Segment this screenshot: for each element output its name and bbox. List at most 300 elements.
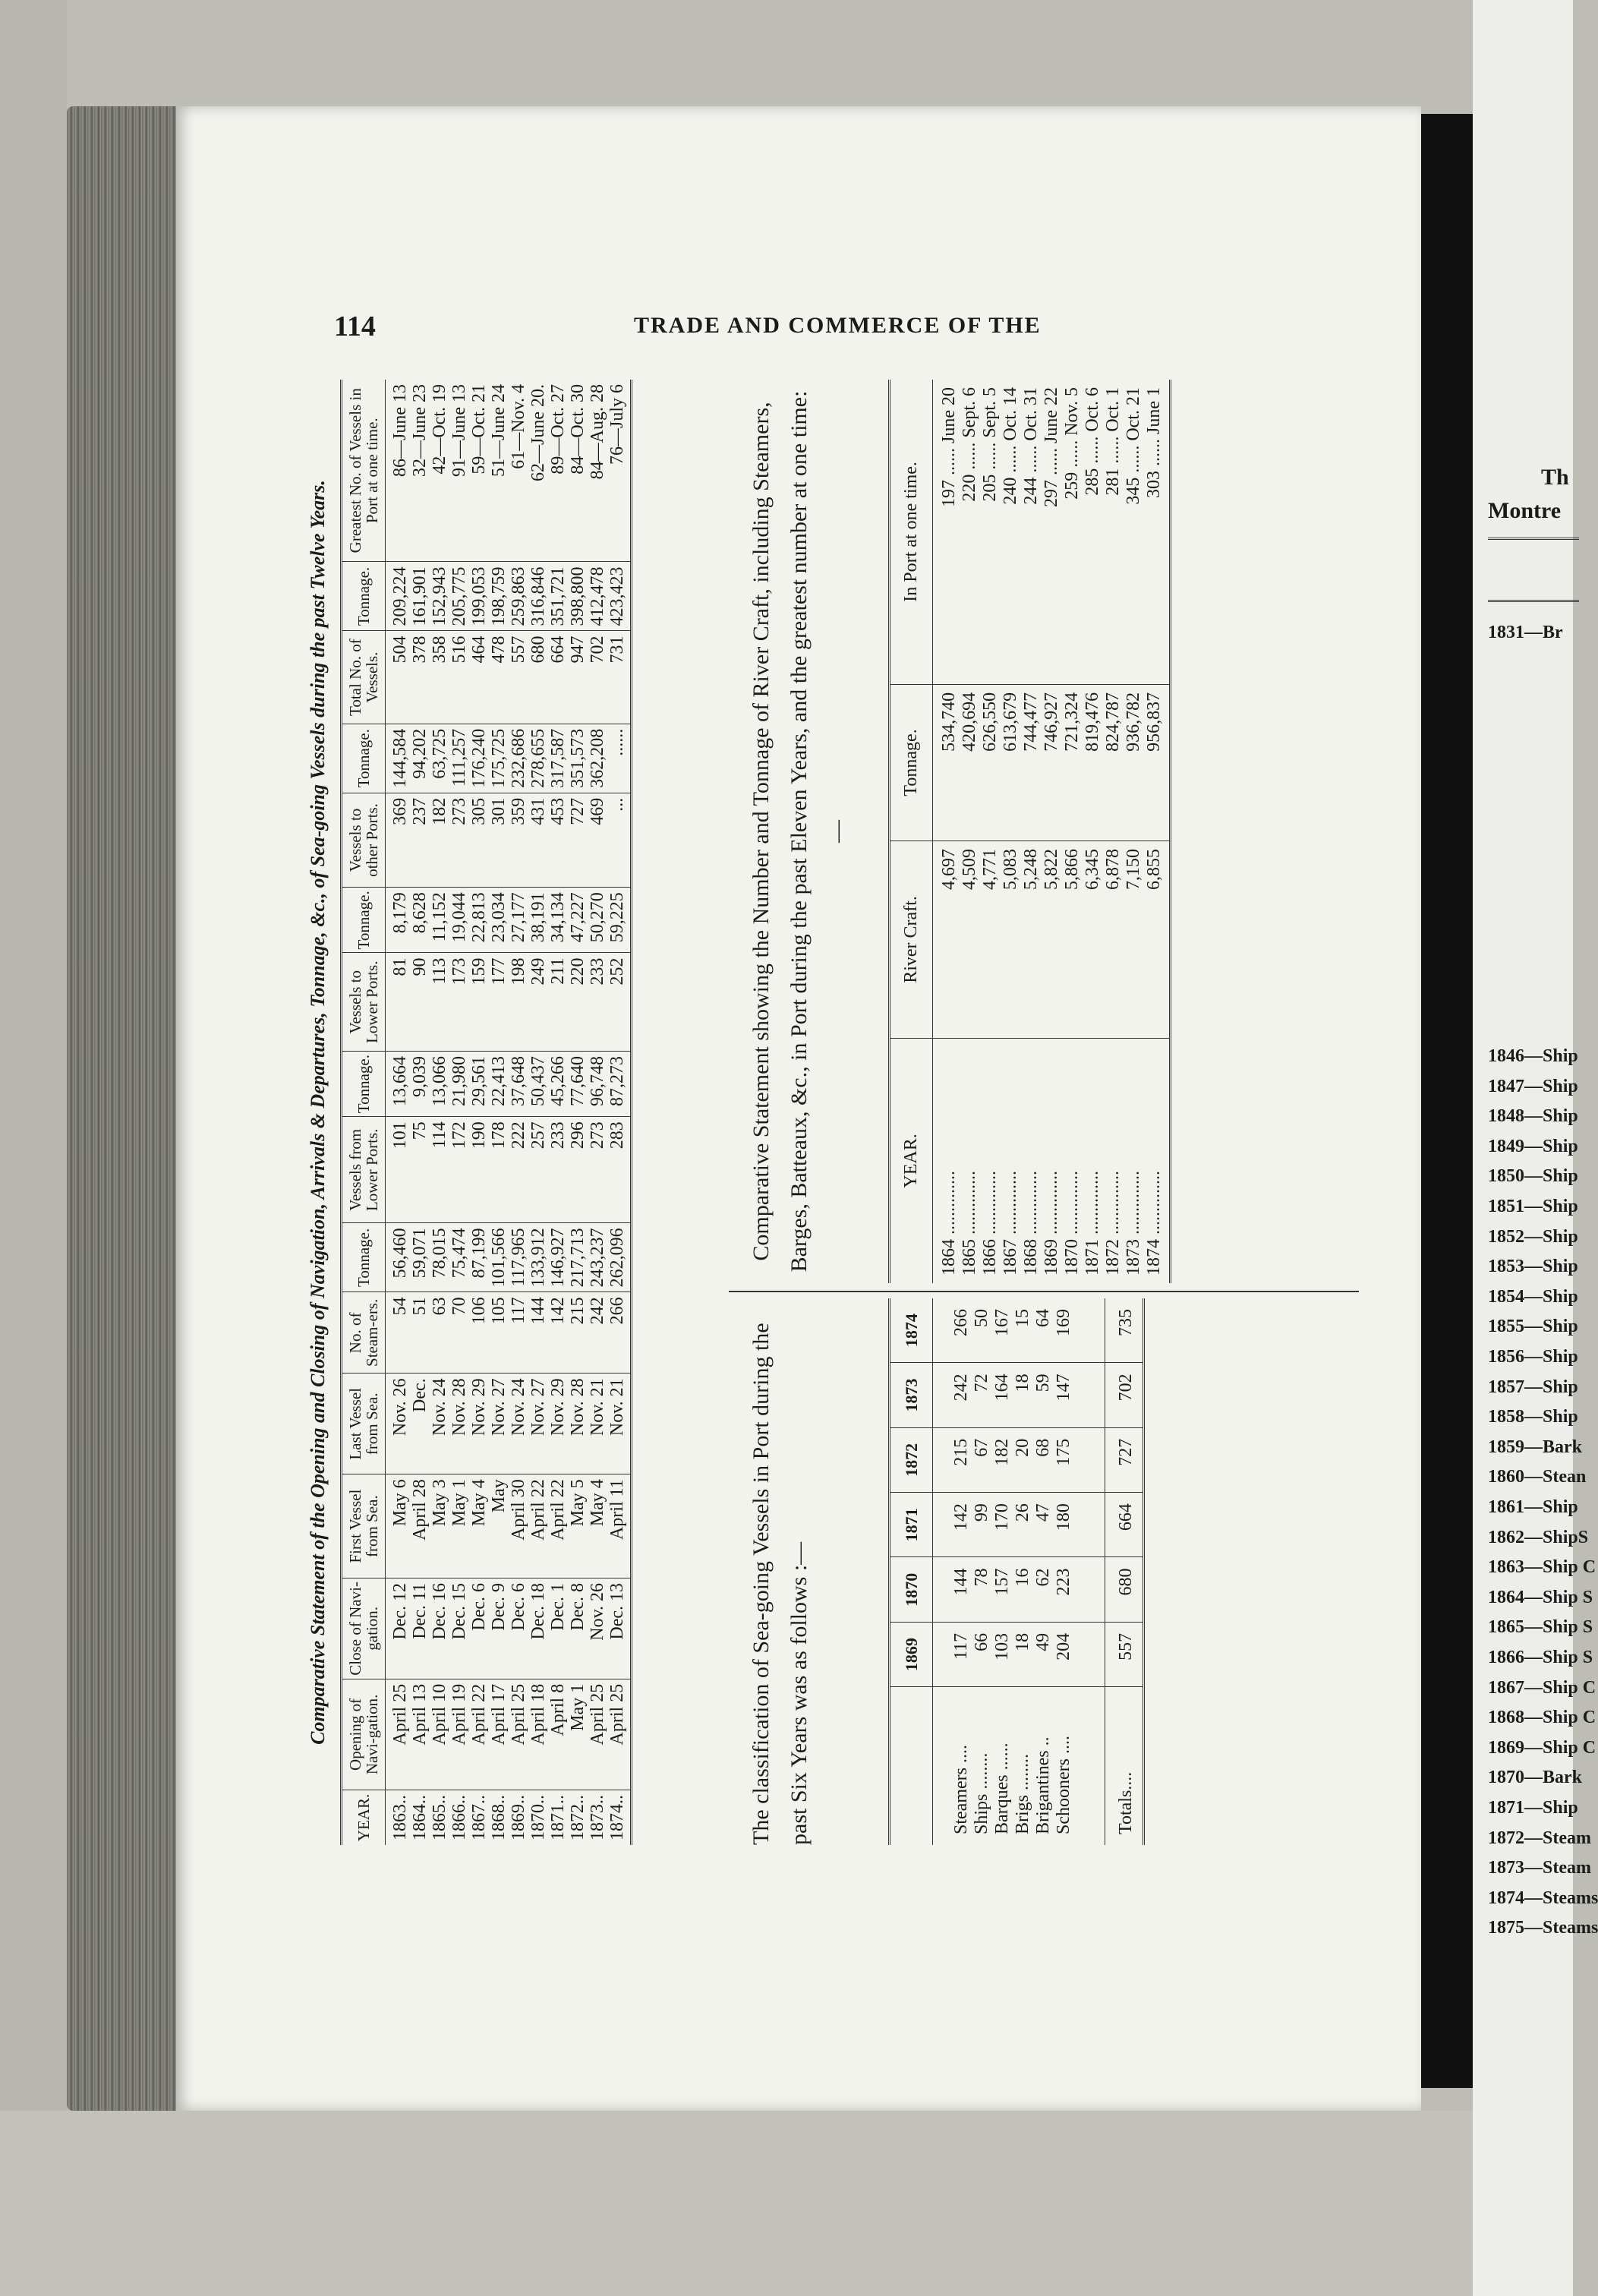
table2-row xyxy=(1001,380,1021,1283)
scan-background-bottom xyxy=(0,2111,1473,2296)
table1-header: Tonnage. xyxy=(342,562,386,631)
table1-cell: Nov. 29 xyxy=(469,1374,489,1474)
table2-cell: 1864 .............. xyxy=(939,1171,959,1276)
table1-cell: 21,980 xyxy=(449,1052,469,1117)
table1-cell: 146,927 xyxy=(548,1223,568,1292)
table1-cell: 173 xyxy=(449,953,469,1052)
table1-cell: 190 xyxy=(469,1117,489,1223)
table3-cell: Schooners .... xyxy=(1054,1687,1105,1845)
table3-cell: Brigantines .. xyxy=(1033,1736,1053,1834)
table1-cell: 296 xyxy=(568,1117,588,1223)
table2-cell: 1865 .............. xyxy=(960,1171,979,1276)
table3-cell: 182 xyxy=(992,1427,1013,1492)
table1-cell: 37,648 xyxy=(509,1052,528,1117)
table2-cell: 1873 .............. xyxy=(1124,1171,1143,1276)
table2-cell: 281 ...... Oct. 1 xyxy=(1103,380,1124,684)
facing-list-entry: 1874—Steams xyxy=(1488,1888,1598,1908)
table1-row xyxy=(509,380,528,1845)
table1-cell: May 4 xyxy=(469,1474,489,1578)
table3-cell: Barques ...... xyxy=(992,1742,1012,1834)
table3-row xyxy=(1033,1298,1054,1845)
table1-cell: 8,179 xyxy=(386,888,411,953)
table1-cell: Dec. 18 xyxy=(528,1578,548,1679)
facing-list-entry: 1873—Steam xyxy=(1488,1858,1591,1878)
table2-cell: 956,837 xyxy=(1144,684,1171,840)
table2-cell: 345 ...... Oct. 21 xyxy=(1124,380,1144,684)
facing-list-entry: 1849—Ship xyxy=(1488,1136,1578,1156)
table1-cell: 77,640 xyxy=(568,1052,588,1117)
table2-cell: 420,694 xyxy=(960,684,980,840)
facing-list-entry: 1865—Ship S xyxy=(1488,1617,1593,1638)
table1-cell: 117 xyxy=(509,1292,528,1374)
table1-cell: 1867.. xyxy=(469,1795,489,1840)
table1-cell: 63,725 xyxy=(430,724,449,793)
table1-header: Tonnage. xyxy=(342,1223,386,1292)
page-number: 114 xyxy=(334,311,376,342)
table2-cell: 6,878 xyxy=(1103,841,1124,1039)
table1-cell: 198 xyxy=(509,953,528,1052)
facing-list-entry: 1855—Ship xyxy=(1488,1317,1578,1337)
table1-cell: 51—June 24 xyxy=(489,380,509,562)
table1-cell: 13,664 xyxy=(386,1052,411,1117)
table1-cell: 273 xyxy=(449,793,469,887)
table1-cell: 431 xyxy=(528,793,548,887)
table1-cell: 378 xyxy=(410,631,430,724)
table1-cell: Nov. 27 xyxy=(489,1374,509,1474)
table3-row xyxy=(1013,1298,1033,1845)
table1-cell: 278,655 xyxy=(528,724,548,793)
table1-header: Vessels to Lower Ports. xyxy=(342,953,386,1052)
table1-cell: 70 xyxy=(449,1292,469,1374)
table2-cell: 1870 .............. xyxy=(1062,1171,1082,1276)
facing-list-entry: 1872—Steam xyxy=(1488,1828,1591,1848)
table1-header: Vessels from Lower Ports. xyxy=(342,1117,386,1223)
vessel-classification-table xyxy=(888,1298,1145,1845)
table1-cell: 96,748 xyxy=(588,1052,607,1117)
table1-cell: 101,566 xyxy=(489,1223,509,1292)
table3-total-cell: 557 xyxy=(1105,1622,1144,1686)
table3-cell: 164 xyxy=(992,1363,1013,1427)
table3-cell: 266 xyxy=(933,1298,972,1363)
table1-cell: 9,039 xyxy=(410,1052,430,1117)
book-page-edges xyxy=(67,106,181,2111)
table3-header: 1873 xyxy=(890,1363,933,1427)
book-gutter xyxy=(1421,114,1474,2088)
table1-cell: 84—Aug. 28 xyxy=(588,380,607,562)
table3-cell: 66 xyxy=(972,1622,992,1686)
table1-cell: 412,478 xyxy=(588,562,607,631)
facing-rule xyxy=(1488,538,1579,540)
table1-cell: 1864.. xyxy=(410,1795,430,1840)
table3-cell: 103 xyxy=(992,1622,1013,1686)
table1-cell: 106 xyxy=(469,1292,489,1374)
table1-cell: 731 xyxy=(607,631,632,724)
table3-cell: 215 xyxy=(933,1427,972,1492)
table1-cell: 161,901 xyxy=(410,562,430,631)
table1-cell: 75,474 xyxy=(449,1223,469,1292)
table1-cell: 29,561 xyxy=(469,1052,489,1117)
table3-row xyxy=(972,1298,992,1845)
table1-cell: 273 xyxy=(588,1117,607,1223)
facing-list-entry: 1867—Ship C xyxy=(1488,1677,1596,1698)
table2-cell: 824,787 xyxy=(1103,684,1124,840)
facing-list-entry: 1864—Ship S xyxy=(1488,1587,1593,1607)
table1-title: Comparative Statement of the Opening and Closing of Navigation, Arrivals & Departures, Tonnage, &c., of Sea-going Vessels during the past Twelve Years. xyxy=(307,480,329,1745)
facing-list-entry: 1860—Stean xyxy=(1488,1467,1587,1487)
table1-cell: 222 xyxy=(509,1117,528,1223)
table1-header: First Vessel from Sea. xyxy=(342,1474,386,1578)
table1-row xyxy=(469,380,489,1845)
facing-list-entry: 1847—Ship xyxy=(1488,1076,1578,1096)
table2-cell: 1868 .............. xyxy=(1021,1171,1041,1276)
table1-cell: 1872.. xyxy=(568,1795,588,1840)
table3-total-cell: 727 xyxy=(1105,1427,1144,1492)
table1-cell: 233 xyxy=(588,953,607,1052)
table1-cell: 178 xyxy=(489,1117,509,1223)
table1-cell: ...... xyxy=(607,724,632,793)
table2-cell: 259 ...... Nov. 5 xyxy=(1062,380,1083,684)
table3-cell: 142 xyxy=(933,1493,972,1557)
table1-cell: 233 xyxy=(548,1117,568,1223)
table1-cell: Dec. xyxy=(410,1374,430,1474)
table1-cell: 27,177 xyxy=(509,888,528,953)
table3-cell: 78 xyxy=(972,1557,992,1622)
table1-row xyxy=(607,380,632,1845)
facing-list-entry: 1858—Ship xyxy=(1488,1407,1578,1427)
table1-row xyxy=(548,380,568,1845)
facing-list-entry: 1862—ShipS xyxy=(1488,1527,1589,1547)
table1-cell: 11,152 xyxy=(430,888,449,953)
table1-cell: Dec. 6 xyxy=(469,1578,489,1679)
table3-cell: 72 xyxy=(972,1363,992,1427)
table1-cell: 105 xyxy=(489,1292,509,1374)
scan-background xyxy=(0,0,67,2296)
table2-header: Tonnage. xyxy=(890,684,933,840)
table1-cell: 209,224 xyxy=(386,562,411,631)
table1-cell: April 25 xyxy=(607,1679,632,1790)
table1-cell: 557 xyxy=(509,631,528,724)
table2-cell: 746,927 xyxy=(1042,684,1062,840)
table1-cell: 50,270 xyxy=(588,888,607,953)
table1-cell: May 5 xyxy=(568,1474,588,1578)
table1-header: No. of Steam-ers. xyxy=(342,1292,386,1374)
table2-header: River Craft. xyxy=(890,841,933,1039)
facing-list-entry: 1870—Bark xyxy=(1488,1768,1583,1788)
table1-cell: April 28 xyxy=(410,1474,430,1578)
table1-cell: 59,071 xyxy=(410,1223,430,1292)
table1-header: Close of Navi-gation. xyxy=(342,1578,386,1679)
facing-list-entry: 1859—Bark xyxy=(1488,1437,1583,1457)
table1-cell: 177 xyxy=(489,953,509,1052)
facing-list-entry: 1875—Steams xyxy=(1488,1918,1598,1938)
table1-cell: 358 xyxy=(430,631,449,724)
table1-cell: May xyxy=(489,1474,509,1578)
table1-cell: 133,912 xyxy=(528,1223,548,1292)
table3-cell: 223 xyxy=(1054,1557,1105,1622)
table1-row xyxy=(568,380,588,1845)
table3-row xyxy=(992,1298,1013,1845)
table1-cell: 42—Oct. 19 xyxy=(430,380,449,562)
table1-cell: May 1 xyxy=(568,1679,588,1790)
table1-cell: May 6 xyxy=(386,1474,411,1578)
table1-cell: 362,208 xyxy=(588,724,607,793)
facing-list-entry: 1866—Ship S xyxy=(1488,1648,1593,1667)
table1-cell: Dec. 1 xyxy=(548,1578,568,1679)
table2-cell: 721,324 xyxy=(1062,684,1083,840)
table1-cell: 47,227 xyxy=(568,888,588,953)
table1-cell: 266 xyxy=(607,1292,632,1374)
table1-cell: 32—June 23 xyxy=(410,380,430,562)
table3-header: 1871 xyxy=(890,1493,933,1557)
table1-cell: 257 xyxy=(528,1117,548,1223)
table1-cell: April 18 xyxy=(528,1679,548,1790)
table3-cell: 47 xyxy=(1033,1493,1054,1557)
table3-total-cell: 664 xyxy=(1105,1493,1144,1557)
table1-header: Vessels to other Ports. xyxy=(342,793,386,887)
table3-row xyxy=(1054,1298,1105,1845)
table3-total-cell: 735 xyxy=(1105,1298,1144,1363)
table3-cell: 68 xyxy=(1033,1427,1054,1492)
table1-cell: 259,863 xyxy=(509,562,528,631)
table1-cell: 1865.. xyxy=(430,1795,449,1840)
table2-row xyxy=(1021,380,1042,1283)
table1-cell: 215 xyxy=(568,1292,588,1374)
table1-cell: April 22 xyxy=(528,1474,548,1578)
table1-cell: April 25 xyxy=(386,1679,411,1790)
table1-cell: 8,628 xyxy=(410,888,430,953)
table2-cell: 303 ...... June 1 xyxy=(1144,380,1171,684)
table1-cell: 78,015 xyxy=(430,1223,449,1292)
table1-cell: 113 xyxy=(430,953,449,1052)
table3-header: 1874 xyxy=(890,1298,933,1363)
table1-header: Tonnage. xyxy=(342,888,386,953)
facing-list-entry: 1850—Ship xyxy=(1488,1166,1578,1187)
table1-cell: 351,573 xyxy=(568,724,588,793)
table3-cell: 67 xyxy=(972,1427,992,1492)
table1-cell: 59—Oct. 21 xyxy=(469,380,489,562)
table1-cell: April 22 xyxy=(469,1679,489,1790)
facing-list-entry: 1851—Ship xyxy=(1488,1197,1578,1216)
table1-row xyxy=(449,380,469,1845)
table1-cell: 1863.. xyxy=(390,1795,410,1840)
table2-cell: 744,477 xyxy=(1021,684,1042,840)
table2-cell: 936,782 xyxy=(1124,684,1144,840)
table3-cell: Brigs ........ xyxy=(1013,1753,1032,1834)
rotated-content xyxy=(304,380,1366,1845)
table1-cell: 19,044 xyxy=(449,888,469,953)
table1-cell: 237 xyxy=(410,793,430,887)
table1-cell: April 22 xyxy=(548,1474,568,1578)
table1-cell: 111,257 xyxy=(449,724,469,793)
table1-cell: 205,775 xyxy=(449,562,469,631)
table3-header xyxy=(890,1687,933,1845)
table3-row xyxy=(933,1298,972,1845)
table1-cell: 1873.. xyxy=(588,1795,607,1840)
table1-cell: 101 xyxy=(386,1117,411,1223)
table2-cell: 4,697 xyxy=(933,841,960,1039)
facing-list-entry: 1871—Ship xyxy=(1488,1798,1578,1818)
table1-cell: 91—June 13 xyxy=(449,380,469,562)
table1-header: Opening of Navi-gation. xyxy=(342,1679,386,1790)
table1-cell: 87,199 xyxy=(469,1223,489,1292)
table3-cell: 59 xyxy=(1033,1363,1054,1427)
table1-cell: April 25 xyxy=(509,1679,528,1790)
facing-list-entry: 1861—Ship xyxy=(1488,1497,1578,1517)
table1-cell: 87,273 xyxy=(607,1052,632,1117)
table3-cell: 62 xyxy=(1033,1557,1054,1622)
river-craft-caption: Comparative Statement showing the Number and Tonnage of River Craft, including Steamers, Barges, Batteaux, &c., in Port during the past Eleven Years, and the greatest number at one time:— xyxy=(749,390,849,1273)
table2-cell: 626,550 xyxy=(980,684,1001,840)
table1-cell: 159 xyxy=(469,953,489,1052)
table1-cell: Nov. 28 xyxy=(568,1374,588,1474)
table1-cell: 398,800 xyxy=(568,562,588,631)
table2-row xyxy=(1042,380,1062,1283)
table1-cell: Nov. 26 xyxy=(386,1374,411,1474)
table1-cell: 50,437 xyxy=(528,1052,548,1117)
table3-cell: 64 xyxy=(1033,1298,1054,1363)
table2-cell: 4,509 xyxy=(960,841,980,1039)
table2-cell: 1866 .............. xyxy=(980,1171,1000,1276)
table1-cell: 84—Oct. 30 xyxy=(568,380,588,562)
table1-cell: 199,053 xyxy=(469,562,489,631)
table1-row xyxy=(489,380,509,1845)
table1-cell: 51 xyxy=(410,1292,430,1374)
table1-cell: Nov. 29 xyxy=(548,1374,568,1474)
table1-cell: April 19 xyxy=(449,1679,469,1790)
table3-cell: Steamers .... xyxy=(951,1745,971,1834)
table1-cell: Nov. 21 xyxy=(607,1374,632,1474)
table1-cell: 217,713 xyxy=(568,1223,588,1292)
table1-cell: 38,191 xyxy=(528,888,548,953)
table1-header: Greatest No. of Vessels in Port at one time. xyxy=(342,380,386,562)
table1-cell: 13,066 xyxy=(430,1052,449,1117)
table1-cell: 1871.. xyxy=(548,1795,568,1840)
table1-cell: 220 xyxy=(568,953,588,1052)
table1-cell: 1868.. xyxy=(489,1795,509,1840)
table1-cell: 90 xyxy=(410,953,430,1052)
table1-cell: 252 xyxy=(607,953,632,1052)
river-craft-table xyxy=(888,380,1171,1283)
table1-header: YEAR. xyxy=(342,1790,386,1846)
table1-cell: 114 xyxy=(430,1117,449,1223)
classification-caption: The classification of Sea-going Vessels in Port during the past Six Years was as follows :— xyxy=(749,1323,812,1845)
table2-cell: 7,150 xyxy=(1124,841,1144,1039)
table3-cell: 169 xyxy=(1054,1298,1105,1363)
table1-cell: Dec. 9 xyxy=(489,1578,509,1679)
table1-cell: 75 xyxy=(410,1117,430,1223)
table1-row xyxy=(410,380,430,1845)
table1-cell: 56,460 xyxy=(386,1223,411,1292)
table2-cell: 197 ...... June 20 xyxy=(933,380,960,684)
table1-cell: 504 xyxy=(386,631,411,724)
table3-cell: 117 xyxy=(933,1622,972,1686)
table2-cell: 1867 .............. xyxy=(1001,1171,1020,1276)
table1-cell: 142 xyxy=(548,1292,568,1374)
table2-row xyxy=(933,380,960,1283)
table2-cell: 240 ...... Oct. 14 xyxy=(1001,380,1021,684)
table2-cell: 6,345 xyxy=(1083,841,1103,1039)
column-divider xyxy=(729,1291,1359,1292)
facing-rule-2 xyxy=(1488,600,1579,602)
facing-list-entry: 1848—Ship xyxy=(1488,1106,1578,1127)
table1-cell: 359 xyxy=(509,793,528,887)
table3-cell: 26 xyxy=(1013,1493,1033,1557)
table2-cell: 613,679 xyxy=(1001,684,1021,840)
table3-header: 1870 xyxy=(890,1557,933,1622)
table1-cell: 117,965 xyxy=(509,1223,528,1292)
table1-cell: Dec. 11 xyxy=(410,1578,430,1679)
table3-cell: 242 xyxy=(933,1363,972,1427)
table1-header: Tonnage. xyxy=(342,1052,386,1117)
table1-cell: 316,846 xyxy=(528,562,548,631)
table3-total-cell: 702 xyxy=(1105,1363,1144,1427)
table1-cell: 1869.. xyxy=(509,1795,528,1840)
table1-cell: May 1 xyxy=(449,1474,469,1578)
table3-cell: 167 xyxy=(992,1298,1013,1363)
table1-cell: Nov. 28 xyxy=(449,1374,469,1474)
facing-page-fragment xyxy=(1473,0,1598,2296)
table1-cell: 423,423 xyxy=(607,562,632,631)
table3-cell: 144 xyxy=(933,1557,972,1622)
table1-cell: 63 xyxy=(430,1292,449,1374)
table2-cell: 6,855 xyxy=(1144,841,1171,1039)
facing-list-entry: 1854—Ship xyxy=(1488,1286,1578,1307)
facing-list-entry: 1869—Ship C xyxy=(1488,1737,1596,1758)
facing-list-entry: 1863—Ship C xyxy=(1488,1557,1596,1578)
table3-cell: 50 xyxy=(972,1298,992,1363)
table3-total-cell: 680 xyxy=(1105,1557,1144,1622)
table2-cell: 534,740 xyxy=(933,684,960,840)
table2-cell: 5,083 xyxy=(1001,841,1021,1039)
table1-cell: 198,759 xyxy=(489,562,509,631)
table1-cell: 81 xyxy=(386,953,411,1052)
table1-cell: Nov. 24 xyxy=(430,1374,449,1474)
table1-cell: 305 xyxy=(469,793,489,887)
table1-cell: April 25 xyxy=(588,1679,607,1790)
table1-cell: 94,202 xyxy=(410,724,430,793)
facing-list-entry: 1852—Ship xyxy=(1488,1226,1578,1247)
facing-heading: Th xyxy=(1541,465,1569,490)
table1-cell: 1874.. xyxy=(607,1790,632,1846)
table1-cell: 262,096 xyxy=(607,1223,632,1292)
table1-row xyxy=(386,380,411,1845)
table1-cell: April 8 xyxy=(548,1679,568,1790)
running-head: TRADE AND COMMERCE OF THE xyxy=(634,313,1042,338)
table3-header: 1872 xyxy=(890,1427,933,1492)
table1-cell: April 17 xyxy=(489,1679,509,1790)
table2-cell: 4,771 xyxy=(980,841,1001,1039)
table2-row xyxy=(1062,380,1083,1283)
table1-cell: 1866.. xyxy=(449,1795,469,1840)
table1-cell: 702 xyxy=(588,631,607,724)
table1-cell: Dec. 6 xyxy=(509,1578,528,1679)
table1-cell: 317,587 xyxy=(548,724,568,793)
table1-cell: 144,584 xyxy=(386,724,411,793)
facing-list-entry: 1857—Ship xyxy=(1488,1377,1578,1397)
facing-subheading: Montre xyxy=(1488,498,1562,523)
table1-row xyxy=(430,380,449,1845)
table2-cell: 220 ...... Sept. 6 xyxy=(960,380,980,684)
facing-list-entry: 1846—Ship xyxy=(1488,1046,1578,1066)
facing-list-entry: 1853—Ship xyxy=(1488,1257,1578,1277)
table2-row xyxy=(980,380,1001,1283)
table1-cell: Dec. 12 xyxy=(386,1578,411,1679)
table1-cell: 23,034 xyxy=(489,888,509,953)
table3-cell: 180 xyxy=(1054,1493,1105,1557)
table1-cell: Dec. 15 xyxy=(449,1578,469,1679)
table1-cell: 61—Nov. 4 xyxy=(509,380,528,562)
table1-cell: 464 xyxy=(469,631,489,724)
